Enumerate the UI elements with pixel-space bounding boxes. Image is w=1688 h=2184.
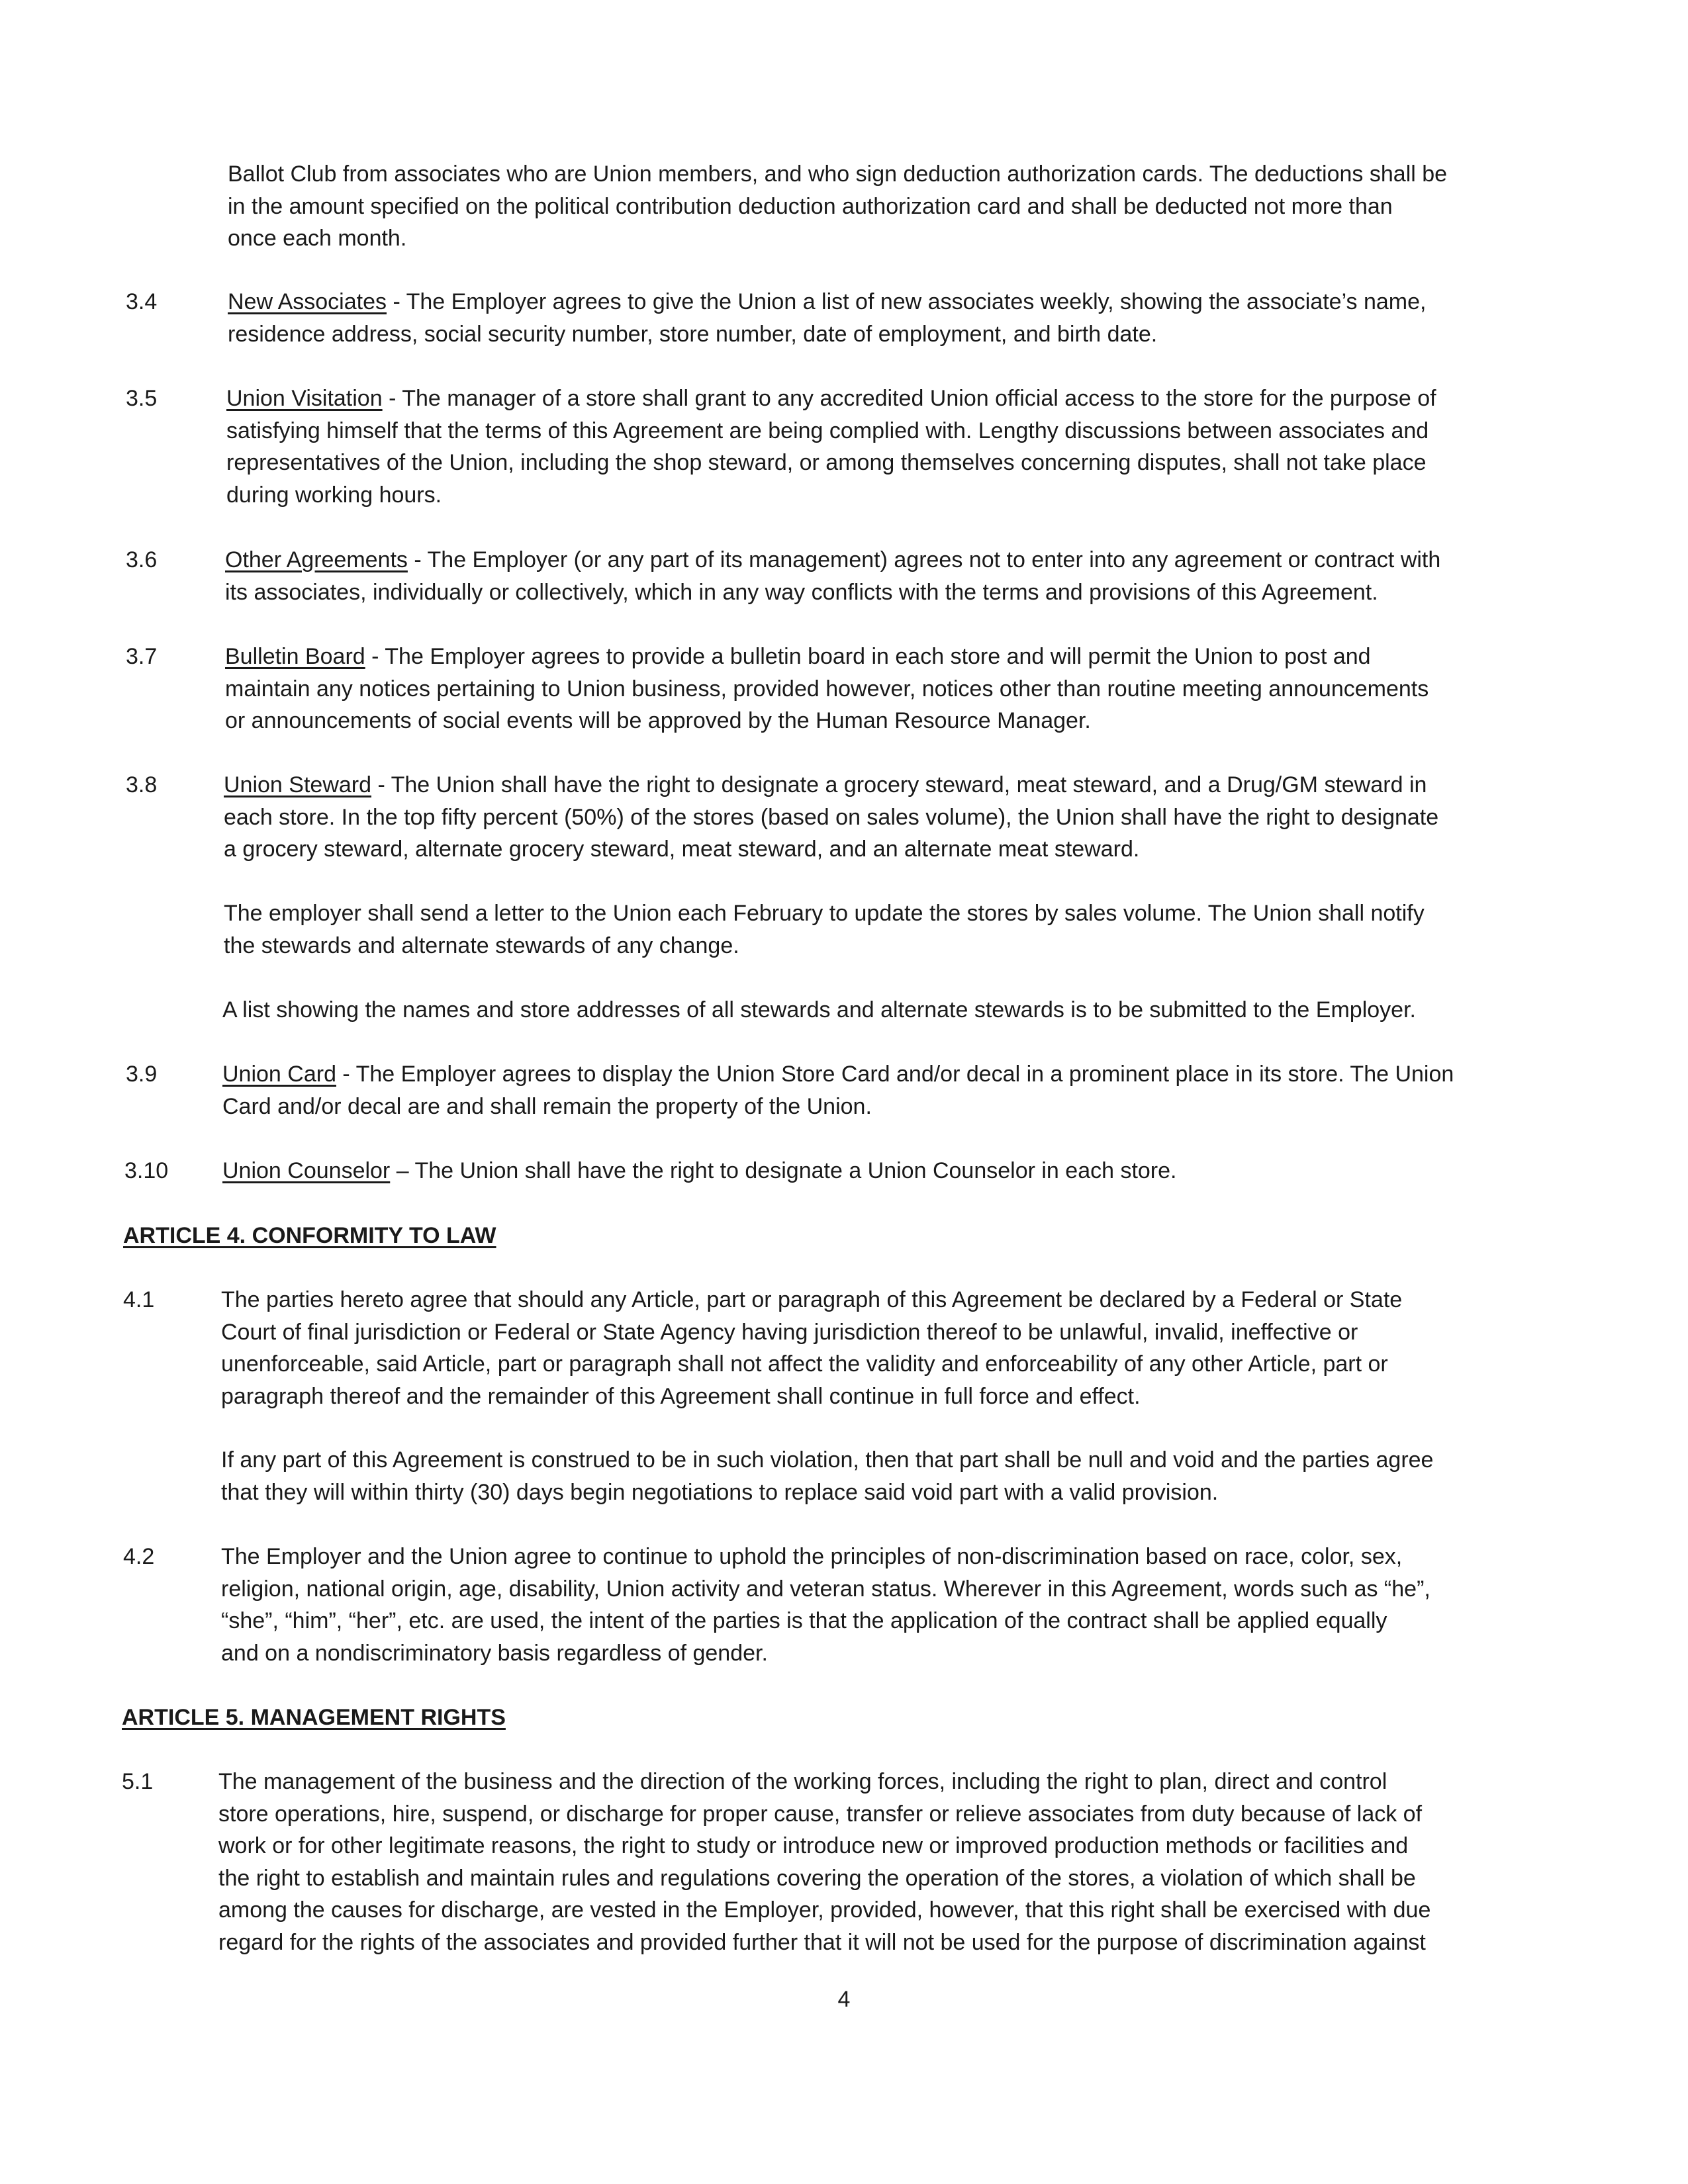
text-line: Card and/or decal are and shall remain the property of the Union. bbox=[222, 1093, 872, 1119]
intro-paragraph bbox=[228, 158, 1447, 255]
section-3-8-paragraph-3 bbox=[222, 994, 1416, 1026]
text-line: unenforceable, said Article, part or paragraph shall not affect the validity and enforceability of any other Article, part or bbox=[221, 1351, 1388, 1377]
section-3-6 bbox=[225, 544, 1440, 608]
text-line: work or for other legitimate reasons, the right to study or introduce new or improved production methods or facilities and bbox=[218, 1833, 1409, 1858]
section-title: Union Steward bbox=[224, 772, 372, 797]
section-lead-text: - The Employer agrees to display the Union Store Card and/or decal in a prominent place in its store. The Union bbox=[336, 1062, 1454, 1087]
section-number-3-10: 3.10 bbox=[124, 1158, 169, 1183]
text-line: each store. In the top fifty percent (50%) of the stores (based on sales volume), the Union shall have the right to designate bbox=[224, 804, 1439, 830]
section-3-10 bbox=[222, 1155, 1177, 1187]
section-number-3-6: 3.6 bbox=[126, 547, 158, 572]
page-number: 4 bbox=[837, 1987, 851, 2012]
text-line: residence address, social security number, store number, date of employment, and birth date. bbox=[228, 321, 1158, 347]
text-line: store operations, hire, suspend, or discharge for proper cause, transfer or relieve associates from duty because of lack of bbox=[218, 1801, 1423, 1827]
text-line: its associates, individually or collectively, which in any way conflicts with the terms and provisions of this Agreement. bbox=[225, 579, 1378, 605]
section-title: Union Card bbox=[222, 1062, 336, 1087]
text-line: during working hours. bbox=[226, 482, 442, 508]
text-line: The employer shall send a letter to the Union each February to update the stores by sales volume. The Union shall notify bbox=[224, 901, 1425, 926]
section-number-3-4: 3.4 bbox=[126, 289, 158, 314]
section-5-1 bbox=[218, 1766, 1430, 1958]
section-title: New Associates bbox=[228, 289, 387, 314]
section-lead-text: - The Employer agrees to provide a bulletin board in each store and will permit the Union to post and bbox=[365, 644, 1371, 669]
text-line: once each month. bbox=[228, 226, 407, 251]
section-3-8 bbox=[224, 769, 1438, 866]
section-number-5-1: 5.1 bbox=[122, 1769, 154, 1794]
section-3-7 bbox=[225, 641, 1429, 737]
text-line: satisfying himself that the terms of this Agreement are being complied with. Lengthy discussions between associates and bbox=[226, 418, 1429, 443]
text-line: paragraph thereof and the remainder of this Agreement shall continue in full force and effect. bbox=[221, 1383, 1141, 1409]
text-line: that they will within thirty (30) days begin negotiations to replace said void part with a valid provision. bbox=[221, 1479, 1219, 1505]
text-line: The management of the business and the direction of the working forces, including the right to plan, direct and control bbox=[218, 1769, 1387, 1794]
article-5-heading: ARTICLE 5. MANAGEMENT RIGHTS bbox=[122, 1705, 506, 1730]
article-4-heading: ARTICLE 4. CONFORMITY TO LAW bbox=[123, 1223, 496, 1248]
section-lead-text: - The Employer (or any part of its management) agrees not to enter into any agreement or contract with bbox=[407, 547, 1441, 572]
text-line: representatives of the Union, including the shop steward, or among themselves concerning disputes, shall not take place bbox=[226, 450, 1427, 475]
section-4-2 bbox=[221, 1541, 1430, 1669]
section-number-3-5: 3.5 bbox=[126, 386, 158, 411]
text-line: regard for the rights of the associates and provided further that it will not be used for the purpose of discrimination against bbox=[218, 1929, 1426, 1955]
text-line: The parties hereto agree that should any Article, part or paragraph of this Agreement be declared by a Federal or State bbox=[221, 1287, 1403, 1312]
section-number-4-2: 4.2 bbox=[123, 1544, 155, 1569]
section-3-4 bbox=[228, 286, 1426, 350]
section-lead-text: - The manager of a store shall grant to any accredited Union official access to the store for the purpose of bbox=[382, 386, 1436, 411]
section-4-1-paragraph-2 bbox=[221, 1444, 1433, 1508]
section-3-8-paragraph-2 bbox=[224, 897, 1425, 962]
text-line: “she”, “him”, “her”, etc. are used, the intent of the parties is that the application of the contract shall be applied equally bbox=[221, 1608, 1387, 1633]
section-title: Union Counselor bbox=[222, 1158, 391, 1183]
text-line: Ballot Club from associates who are Union members, and who sign deduction authorization cards. The deductions shall be bbox=[228, 161, 1448, 187]
text-line: in the amount specified on the political contribution deduction authorization card and shall be deducted not more than bbox=[228, 193, 1393, 219]
section-number-4-1: 4.1 bbox=[123, 1287, 155, 1312]
section-3-5 bbox=[226, 383, 1436, 511]
text-line: maintain any notices pertaining to Union business, provided however, notices other than routine meeting announcements bbox=[225, 676, 1429, 702]
section-4-1 bbox=[221, 1284, 1402, 1412]
section-title: Union Visitation bbox=[226, 386, 383, 411]
section-number-3-7: 3.7 bbox=[126, 644, 158, 669]
section-lead-text: – The Union shall have the right to designate a Union Counselor in each store. bbox=[390, 1158, 1177, 1183]
text-line: A list showing the names and store addresses of all stewards and alternate stewards is to be submitted to the Employer. bbox=[222, 997, 1416, 1023]
section-title: Bulletin Board bbox=[225, 644, 365, 669]
text-line: among the causes for discharge, are vested in the Employer, provided, however, that this right shall be exercised with due bbox=[218, 1897, 1431, 1923]
text-line: the stewards and alternate stewards of any change. bbox=[224, 933, 739, 958]
text-line: and on a nondiscriminatory basis regardless of gender. bbox=[221, 1640, 768, 1666]
text-line: religion, national origin, age, disability, Union activity and veteran status. Wherever in this Agreement, words such as “he”, bbox=[221, 1576, 1430, 1602]
section-lead-text: - The Union shall have the right to designate a grocery steward, meat steward, and a Drug/GM steward in bbox=[371, 772, 1427, 797]
text-line: a grocery steward, alternate grocery steward, meat steward, and an alternate meat steward. bbox=[224, 837, 1140, 862]
text-line: or announcements of social events will be approved by the Human Resource Manager. bbox=[225, 708, 1091, 733]
text-line: Court of final jurisdiction or Federal or State Agency having jurisdiction thereof to be unlawful, invalid, ineffective or bbox=[221, 1319, 1358, 1345]
section-number-3-8: 3.8 bbox=[126, 772, 158, 797]
text-line: If any part of this Agreement is construed to be in such violation, then that part shall be null and void and the parties agree bbox=[221, 1447, 1434, 1473]
text-line: The Employer and the Union agree to continue to uphold the principles of non-discrimination based on race, color, sex, bbox=[221, 1544, 1403, 1569]
section-number-3-9: 3.9 bbox=[126, 1062, 158, 1087]
section-3-9 bbox=[222, 1058, 1454, 1122]
text-line: the right to establish and maintain rules and regulations covering the operation of the stores, a violation of which shall be bbox=[218, 1865, 1416, 1891]
section-title: Other Agreements bbox=[225, 547, 408, 572]
section-lead-text: - The Employer agrees to give the Union a list of new associates weekly, showing the associate’s name, bbox=[387, 289, 1427, 314]
